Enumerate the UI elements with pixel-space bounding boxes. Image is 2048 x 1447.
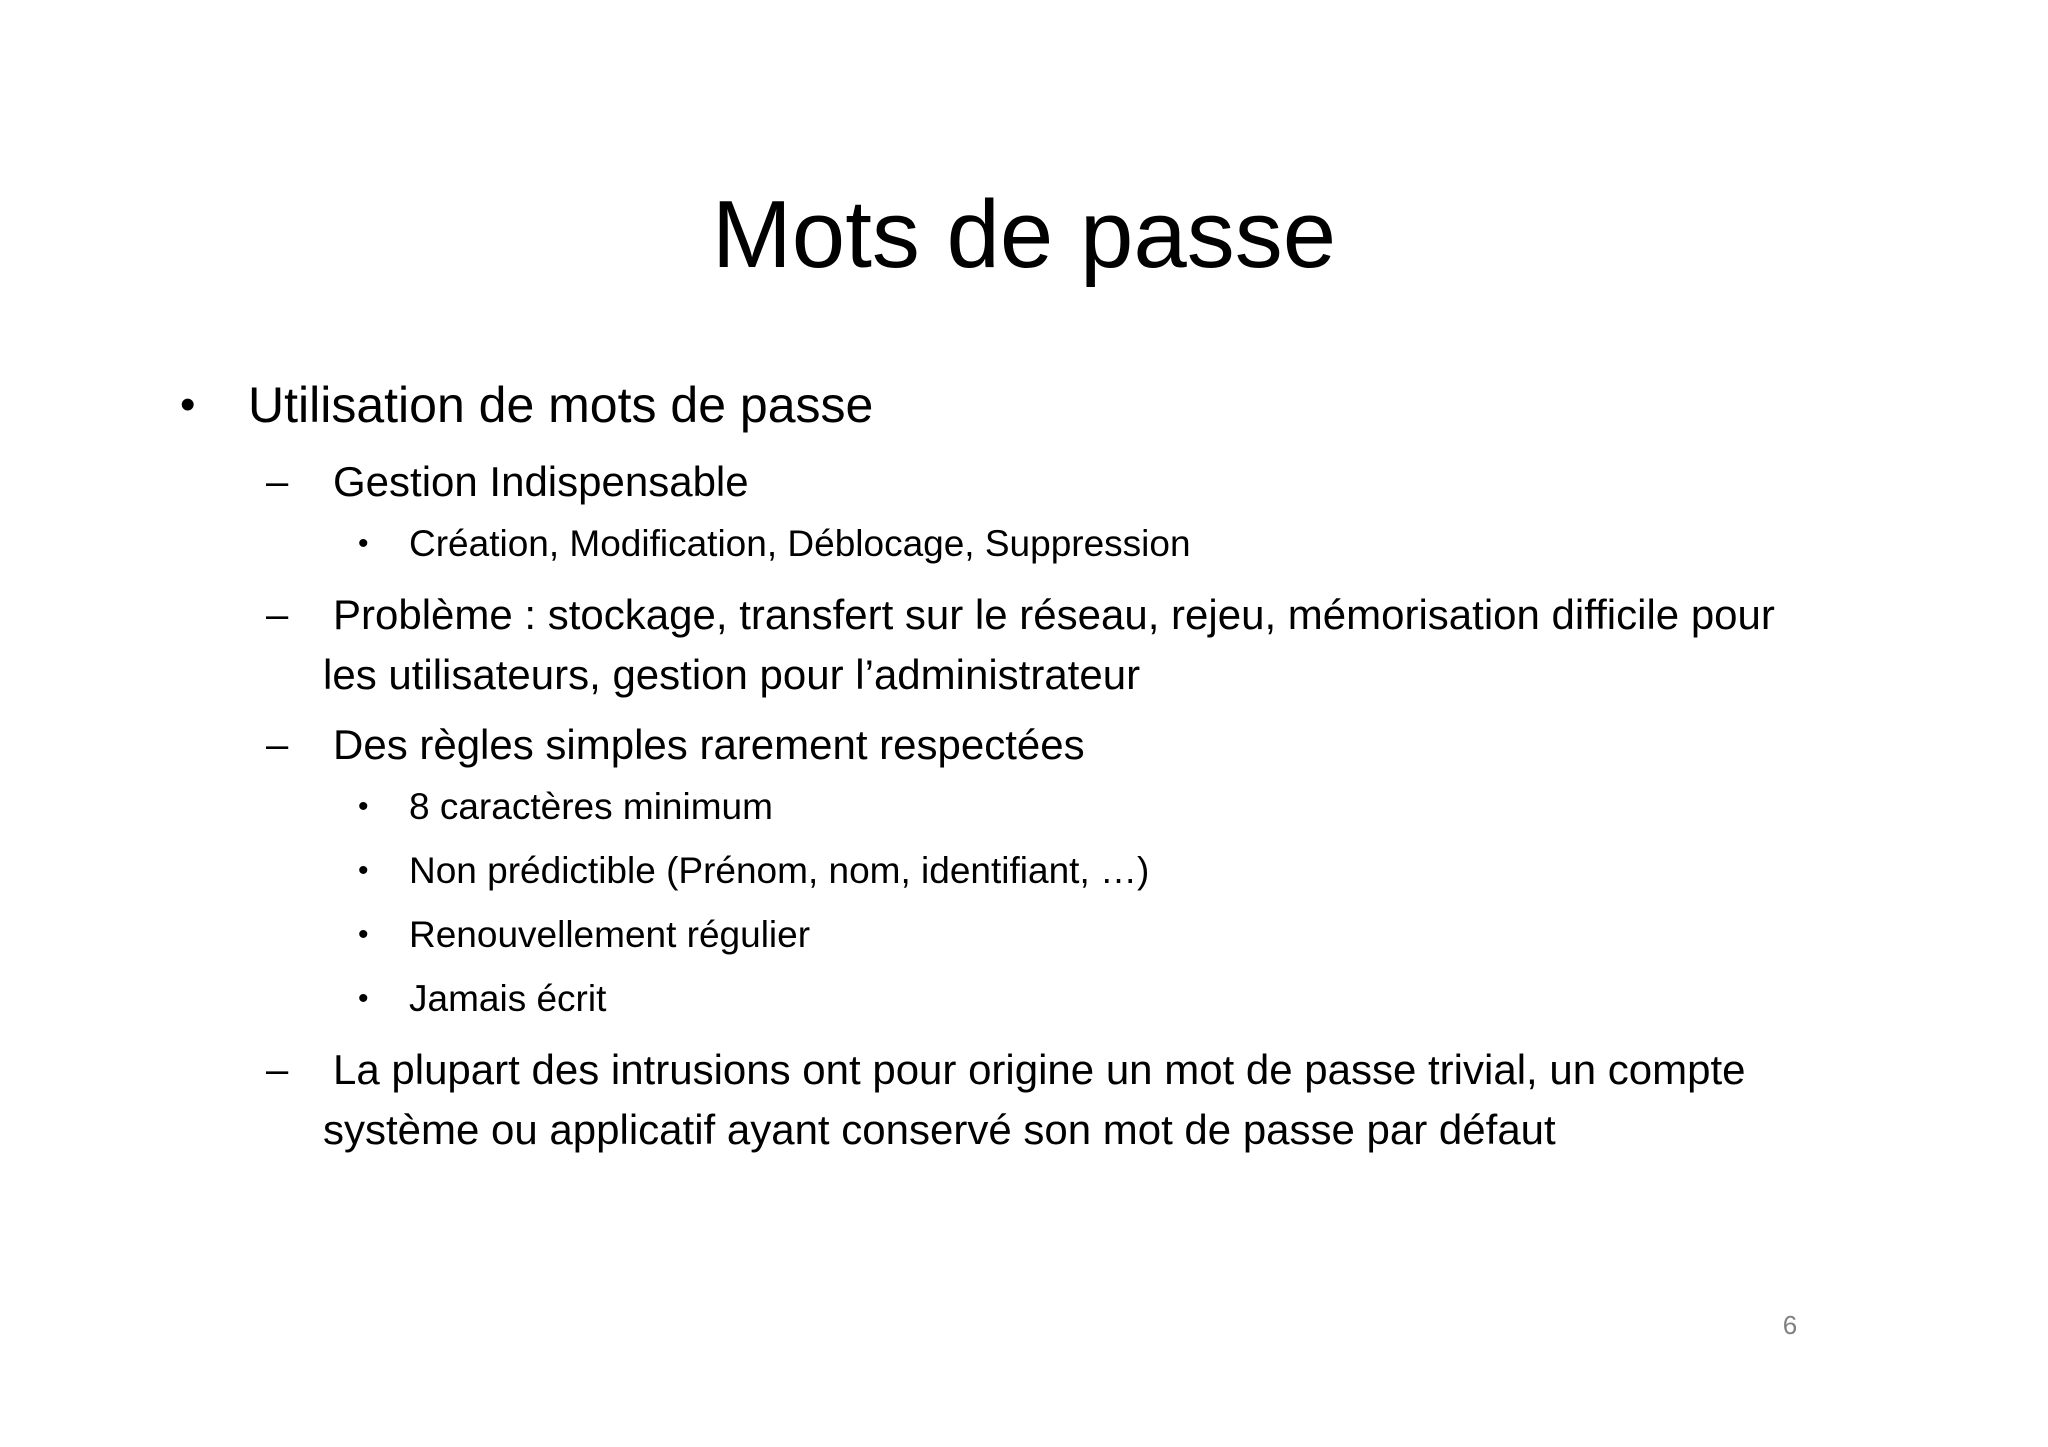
sub-item-text: Gestion Indispensable xyxy=(333,458,749,505)
sub-sub-item-text: Jamais écrit xyxy=(409,978,607,1019)
sub-item-text: Problème : stockage, transfert sur le réseau, rejeu, mémorisation difficile pour xyxy=(333,591,1775,638)
sub-sub-item-text: Renouvellement régulier xyxy=(409,914,811,955)
bullet-icon: • xyxy=(358,918,369,951)
dash-icon: – xyxy=(266,460,289,504)
sub-item-text: Des règles simples rarement respectées xyxy=(333,721,1085,768)
bullet-icon: • xyxy=(358,854,369,887)
bullet-icon: • xyxy=(358,527,369,560)
sub-sub-item-text: Création, Modification, Déblocage, Suppression xyxy=(409,523,1191,564)
dash-icon: – xyxy=(266,593,289,637)
sub-item-text-continuation: les utilisateurs, gestion pour l’administrateur xyxy=(323,651,1141,698)
dash-icon: – xyxy=(266,723,289,767)
bullet-icon: • xyxy=(358,982,369,1015)
sub-item-text: La plupart des intrusions ont pour origine un mot de passe trivial, un compte xyxy=(333,1046,1746,1093)
dash-icon: – xyxy=(266,1048,289,1092)
bullet-text: Utilisation de mots de passe xyxy=(248,377,874,433)
slide-title: Mots de passe xyxy=(711,181,1337,288)
bullet-icon: • xyxy=(180,380,196,429)
sub-sub-item-text: Non prédictible (Prénom, nom, identifiant, …) xyxy=(409,850,1150,891)
sub-sub-item-text: 8 caractères minimum xyxy=(409,786,773,827)
page-number: 6 xyxy=(1782,1310,1798,1340)
sub-item-text-continuation: système ou applicatif ayant conservé son mot de passe par défaut xyxy=(323,1106,1556,1153)
bullet-icon: • xyxy=(358,790,369,823)
